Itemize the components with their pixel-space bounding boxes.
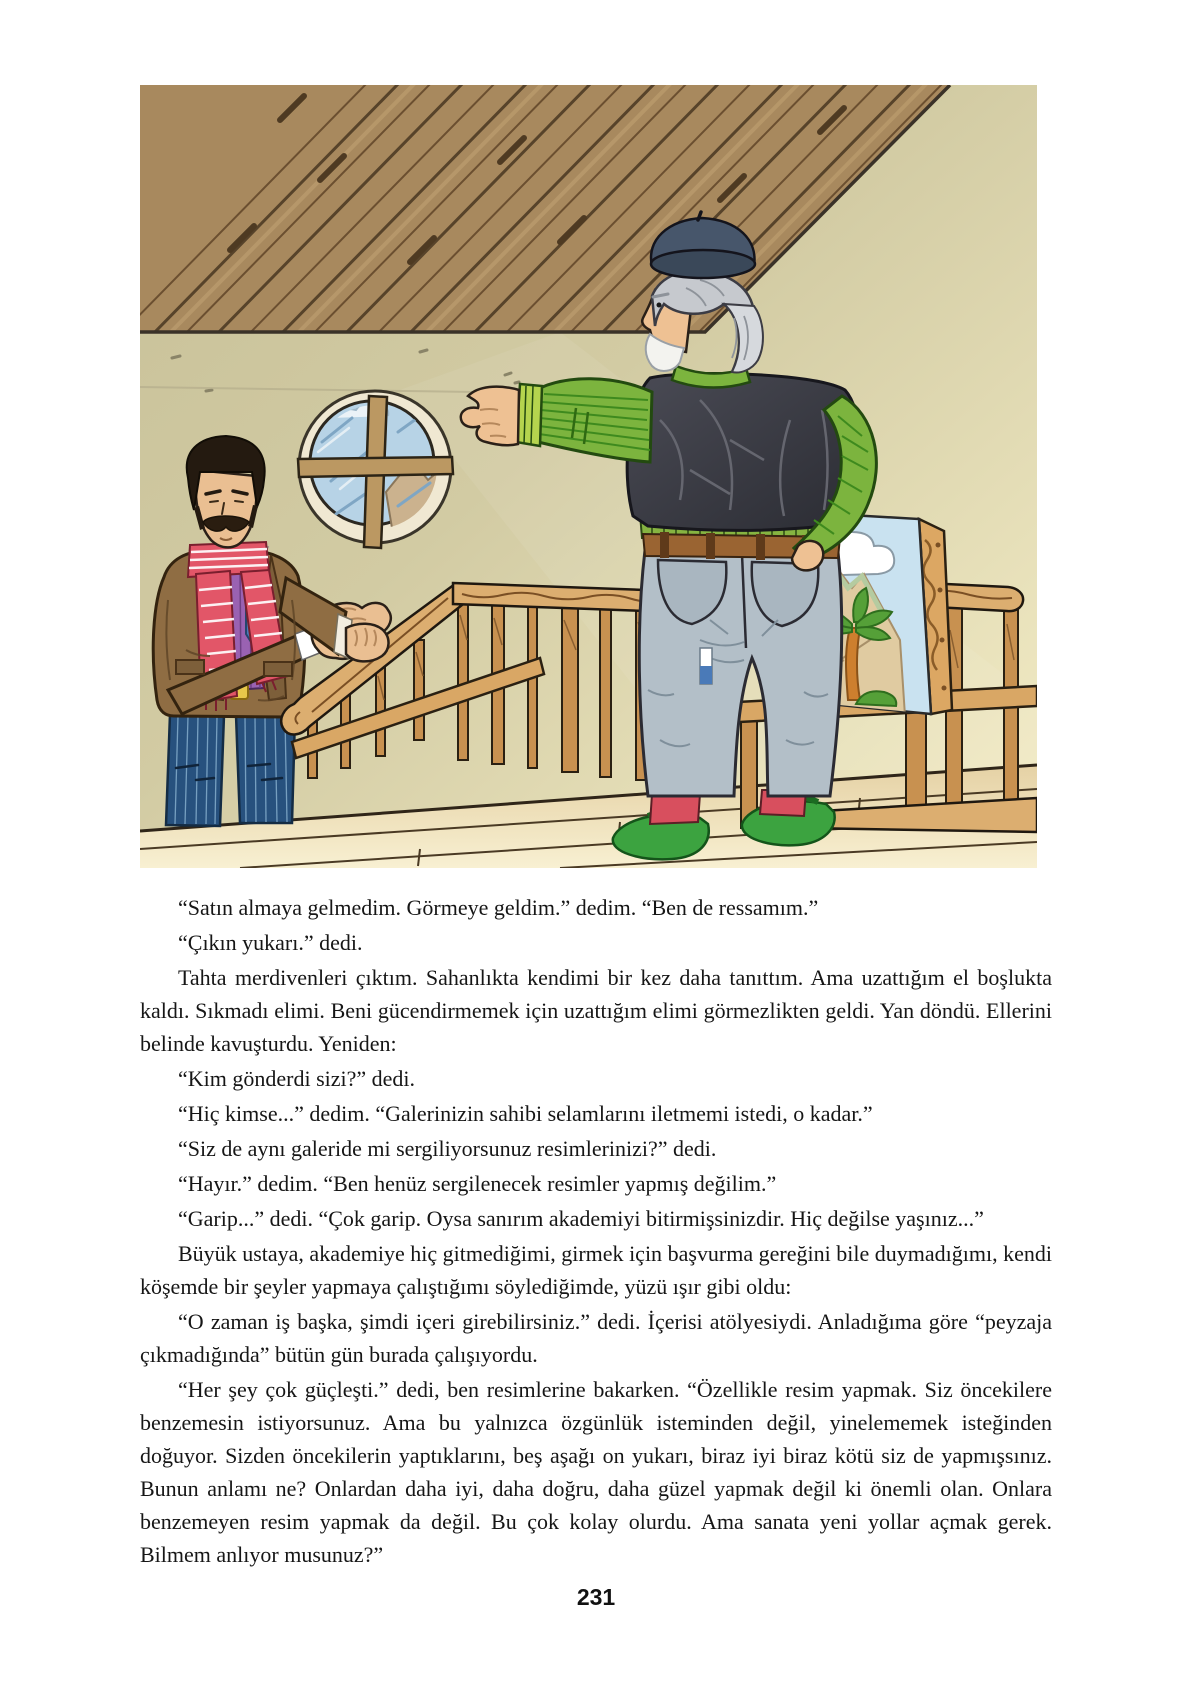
- paragraph: “Siz de aynı galeride mi sergiliyorsunuz resimlerinizi?” dedi.: [178, 1136, 717, 1161]
- paragraph: “Her şey çok güçleşti.” dedi, ben resimlerine bakarken. “Özellikle resim yapmak. Siz öncekilere benzemesin istiyorsunuz. Ama bu yalnızca özgünlük isteminden değil, yinelememek isteğinden doğuyor. Sizden öncekilerin yaptıklarını, beş aşağı on yukarı, biraz iyi biraz kötü siz de yapmışsınız. Bunun anlamı ne? Onlardan daha iyi, daha doğru, daha güzel yapmak değil ki önemli olan. Onlara benzemeyen resim yapmak da değil. Bu çok kolay olurdu. Ama sanata yeni yollar açmak gerek. Bilmem anlıyor musunuz?”: [140, 1377, 1052, 1567]
- paragraph: “Satın almaya gelmedim. Görmeye geldim.” dedim. “Ben de ressamım.”: [178, 895, 819, 920]
- story-text: [140, 891, 1052, 1573]
- story-illustration: [140, 85, 1037, 868]
- paragraph: “Garip...” dedi. “Çok garip. Oysa sanırım akademiyi bitirmişsinizdir. Hiç değilse yaşınız...”: [178, 1206, 984, 1231]
- paragraph: “Hayır.” dedim. “Ben henüz sergilenecek resimler yapmış değilim.”: [178, 1171, 777, 1196]
- paragraph: Büyük ustaya, akademiye hiç gitmediğimi, girmek için başvurma gereğini bile duymadığımı, kendi köşemde bir şeyler yapmaya çalıştığımı söylediğimde, yüzü ışır gibi oldu:: [140, 1241, 1052, 1299]
- page-number: 231: [576, 1584, 616, 1610]
- paragraph: “O zaman iş başka, şimdi içeri girebilirsiniz.” dedi. İçerisi atölyesiydi. Anladığıma göre “peyzaja çıkmadığında” bütün gün burada çalışıyordu.: [140, 1309, 1052, 1367]
- paragraph: “Hiç kimse...” dedim. “Galerinizin sahibi selamlarını iletmemi istedi, o kadar.”: [178, 1101, 873, 1126]
- paragraph: “Çıkın yukarı.” dedi.: [178, 930, 363, 955]
- paragraph: Tahta merdivenleri çıktım. Sahanlıkta kendimi bir kez daha tanıttım. Ama uzattığım el boşlukta kaldı. Sıkmadı elimi. Beni gücendirmemek için uzattığım elimi görmezlikten geldi. Yan döndü. Ellerini belinde kavuşturdu. Yeniden:: [140, 965, 1052, 1056]
- paragraph: “Kim gönderdi sizi?” dedi.: [178, 1066, 416, 1091]
